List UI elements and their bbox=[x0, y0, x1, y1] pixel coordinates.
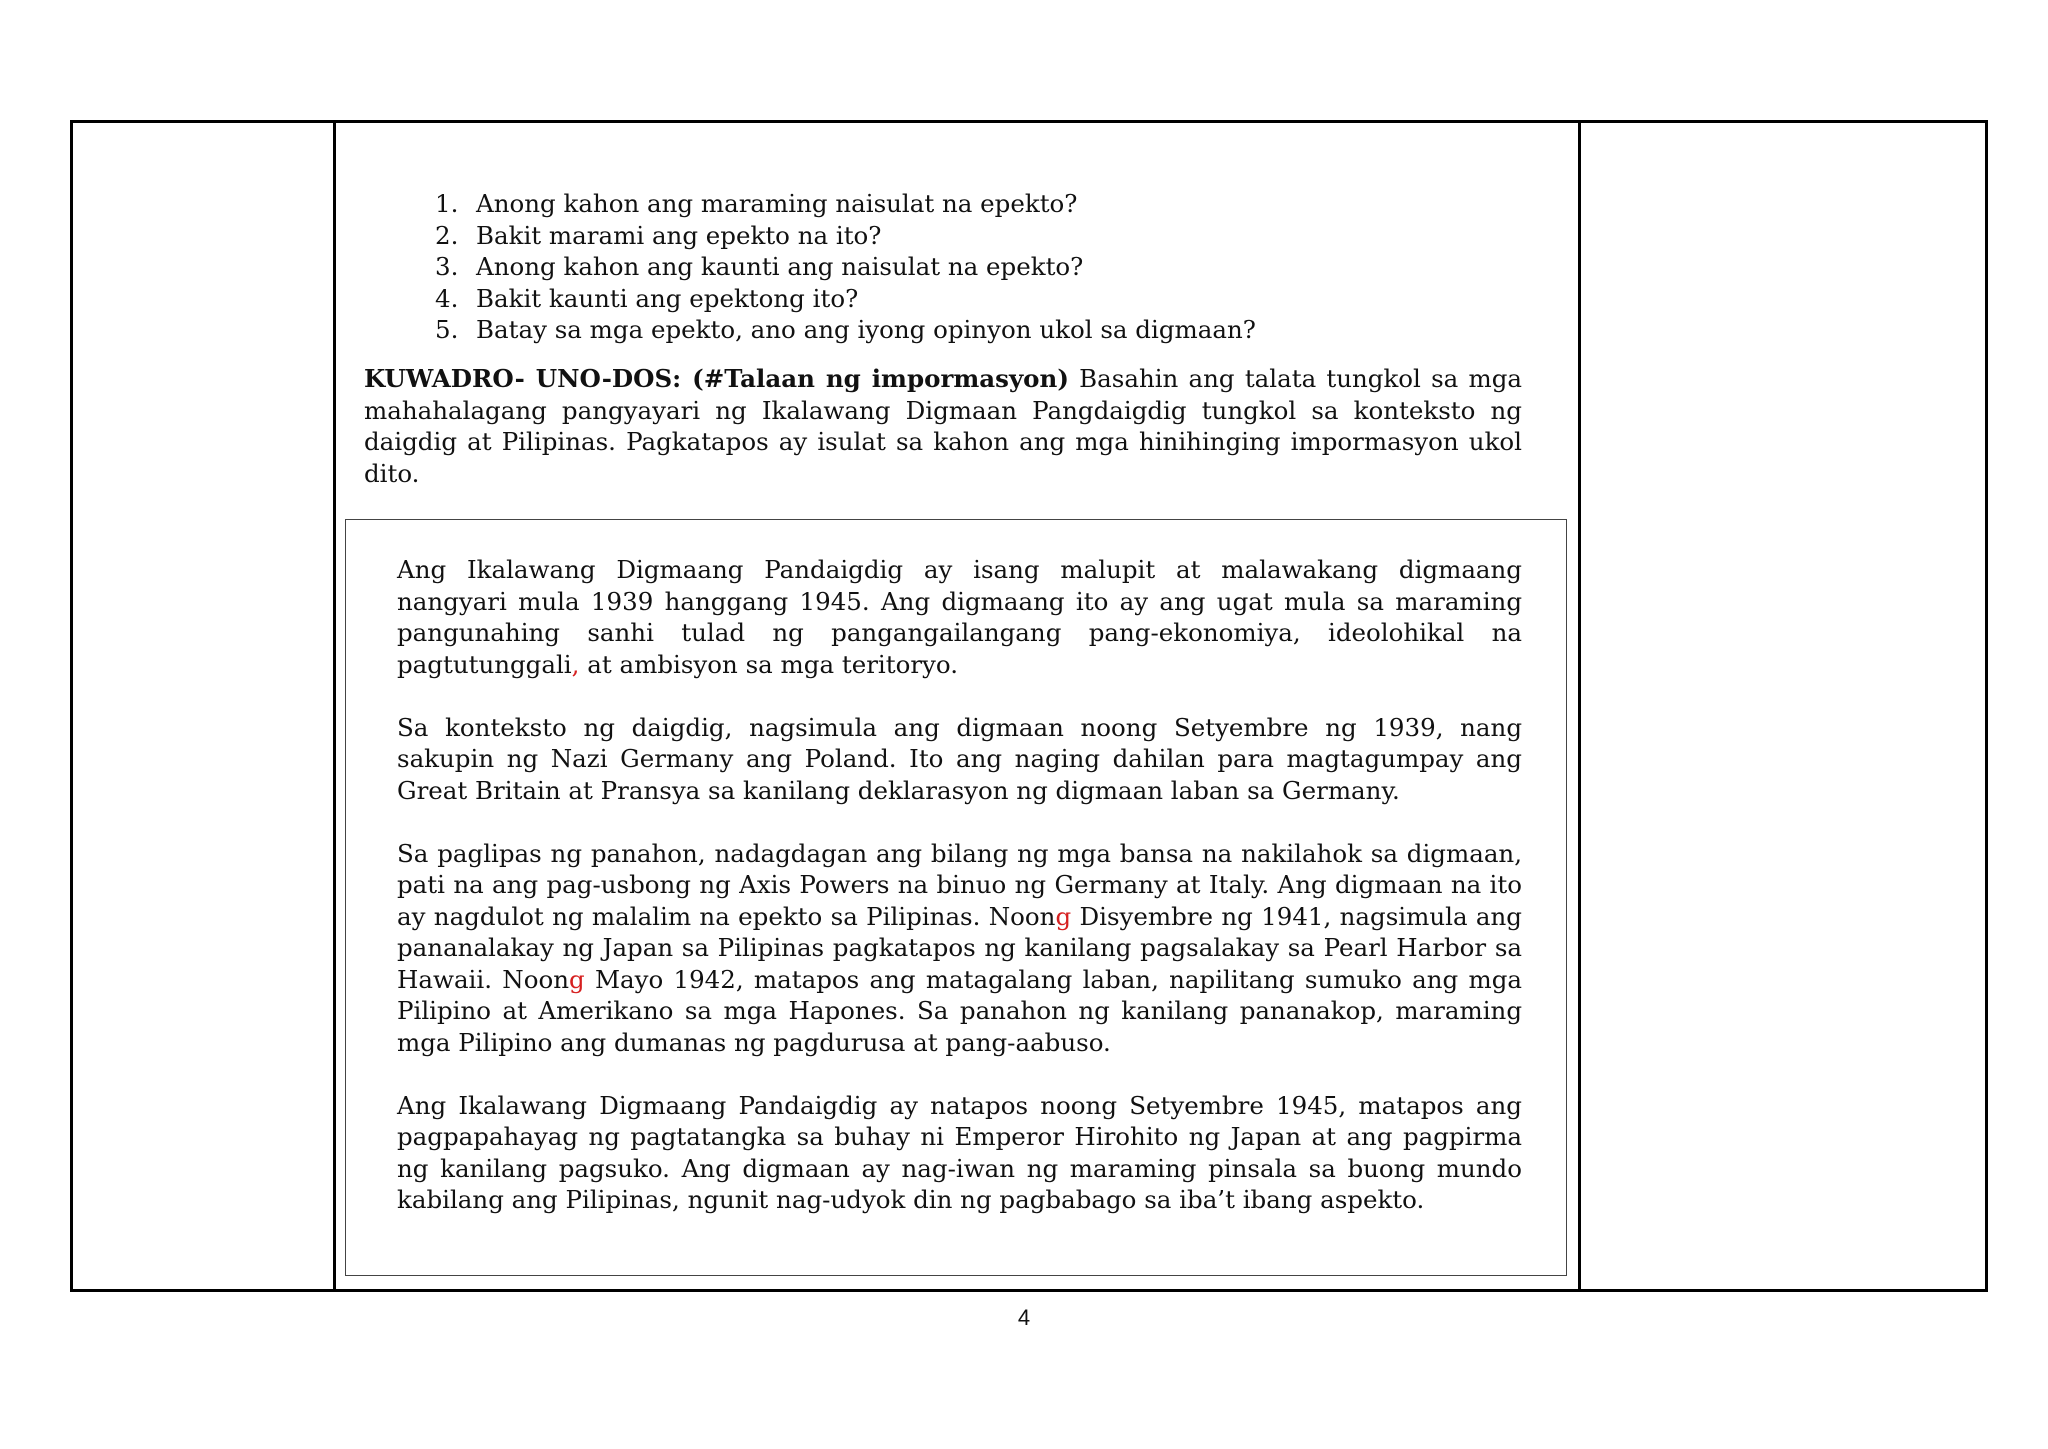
paragraph-text: Ang Ikalawang Digmaang Pandaigdig ay isang malupit at malawakang digmaang nangyari mula 1939 hanggang 1945. Ang digmaang ito ay ang ugat mula sa maraming pangunahing sanhi tulad ng pangangailangang pang-ekonomiya, ideolohikal na pagtutunggali bbox=[397, 555, 1522, 679]
list-item bbox=[425, 283, 1256, 315]
question-number: 3. bbox=[435, 252, 459, 281]
question-text: Bakit marami ang epekto na ito? bbox=[476, 220, 882, 250]
list-item bbox=[425, 314, 1256, 346]
activity-heading: KUWADRO- UNO-DOS: (#Talaan ng impormasyon) bbox=[364, 364, 1069, 393]
activity-instructions-text: Basahin ang talata tungkol sa mga mahahalagang pangyayari ng Ikalawang Digmaan Pangdaigdig tungkol sa konteksto ng daigdig at Pilipinas. Pagkatapos ay isulat sa kahon ang mga hinihinging impormasyon ukol dito. bbox=[364, 364, 1523, 488]
edit-mark: g bbox=[1055, 901, 1072, 931]
page-number: 4 bbox=[1017, 1305, 1031, 1330]
reading-paragraph bbox=[397, 554, 1522, 680]
list-item bbox=[425, 251, 1256, 283]
question-number: 5. bbox=[435, 315, 459, 344]
paragraph-text: Mayo 1942, matapos ang matagalang laban, napilitang sumuko ang mga Pilipino at Amerikano sa mga Hapones. Sa panahon ng kanilang pananakop, maraming mga Pilipino ang dumanas ng pagdurusa at pang-aabuso. bbox=[397, 964, 1522, 1057]
paragraph-text: at ambisyon sa mga teritoryo. bbox=[579, 649, 958, 679]
question-text: Anong kahon ang kaunti ang naisulat na epekto? bbox=[476, 252, 1084, 281]
reading-passage bbox=[397, 554, 1522, 1216]
edit-mark: , bbox=[571, 649, 580, 679]
reading-paragraph bbox=[397, 838, 1522, 1059]
question-number: 2. bbox=[435, 220, 459, 250]
question-text: Anong kahon ang maraming naisulat na epekto? bbox=[476, 189, 1078, 218]
question-text: Bakit kaunti ang epektong ito? bbox=[476, 283, 859, 313]
edit-mark: g bbox=[569, 964, 585, 994]
question-list bbox=[425, 188, 1256, 346]
reading-paragraph: Ang Ikalawang Digmaang Pandaigdig ay natapos noong Setyembre 1945, matapos ang pagpapahayag ng pagtatangka sa buhay ni Emperor Hirohito ng Japan at ang pagpirma ng kanilang pagsuko. Ang digmaan ay nag-iwan ng maraming pinsala sa buong mundo kabilang ang Pilipinas, ngunit nag-udyok din ng pagbabago sa iba’t ibang aspekto. bbox=[397, 1090, 1522, 1214]
question-text: Batay sa mga epekto, ano ang iyong opinyon ukol sa digmaan? bbox=[476, 315, 1256, 344]
table-column-divider-left bbox=[333, 123, 336, 1289]
paragraph-text: Sa paglipas ng panahon, nadagdagan ang bilang ng mga bansa na nakilahok sa digmaan, pati na ang pag-usbong ng Axis Powers na binuo ng Germany at Italy. Ang digmaan na ito ay nagdulot ng malalim na epekto sa Pilipinas. Noon bbox=[397, 838, 1522, 931]
list-item bbox=[425, 188, 1256, 220]
question-number: 1. bbox=[435, 189, 459, 218]
reading-paragraph: Sa konteksto ng daigdig, nagsimula ang digmaan noong Setyembre ng 1939, nang sakupin ng Nazi Germany ang Poland. Ito ang naging dahilan para magtagumpay ang Great Britain at Pransya sa kanilang deklarasyon ng digmaan laban sa Germany. bbox=[397, 712, 1522, 805]
list-item bbox=[425, 220, 1256, 252]
question-number: 4. bbox=[435, 283, 459, 313]
activity-instructions bbox=[364, 363, 1522, 489]
table-column-divider-right bbox=[1578, 123, 1581, 1289]
paragraph-text: Disyembre ng 1941, nagsimula ang pananalakay ng Japan sa Pilipinas pagkatapos ng kanilang pagsalakay sa Pearl Harbor sa Hawaii. Noon bbox=[397, 901, 1522, 994]
